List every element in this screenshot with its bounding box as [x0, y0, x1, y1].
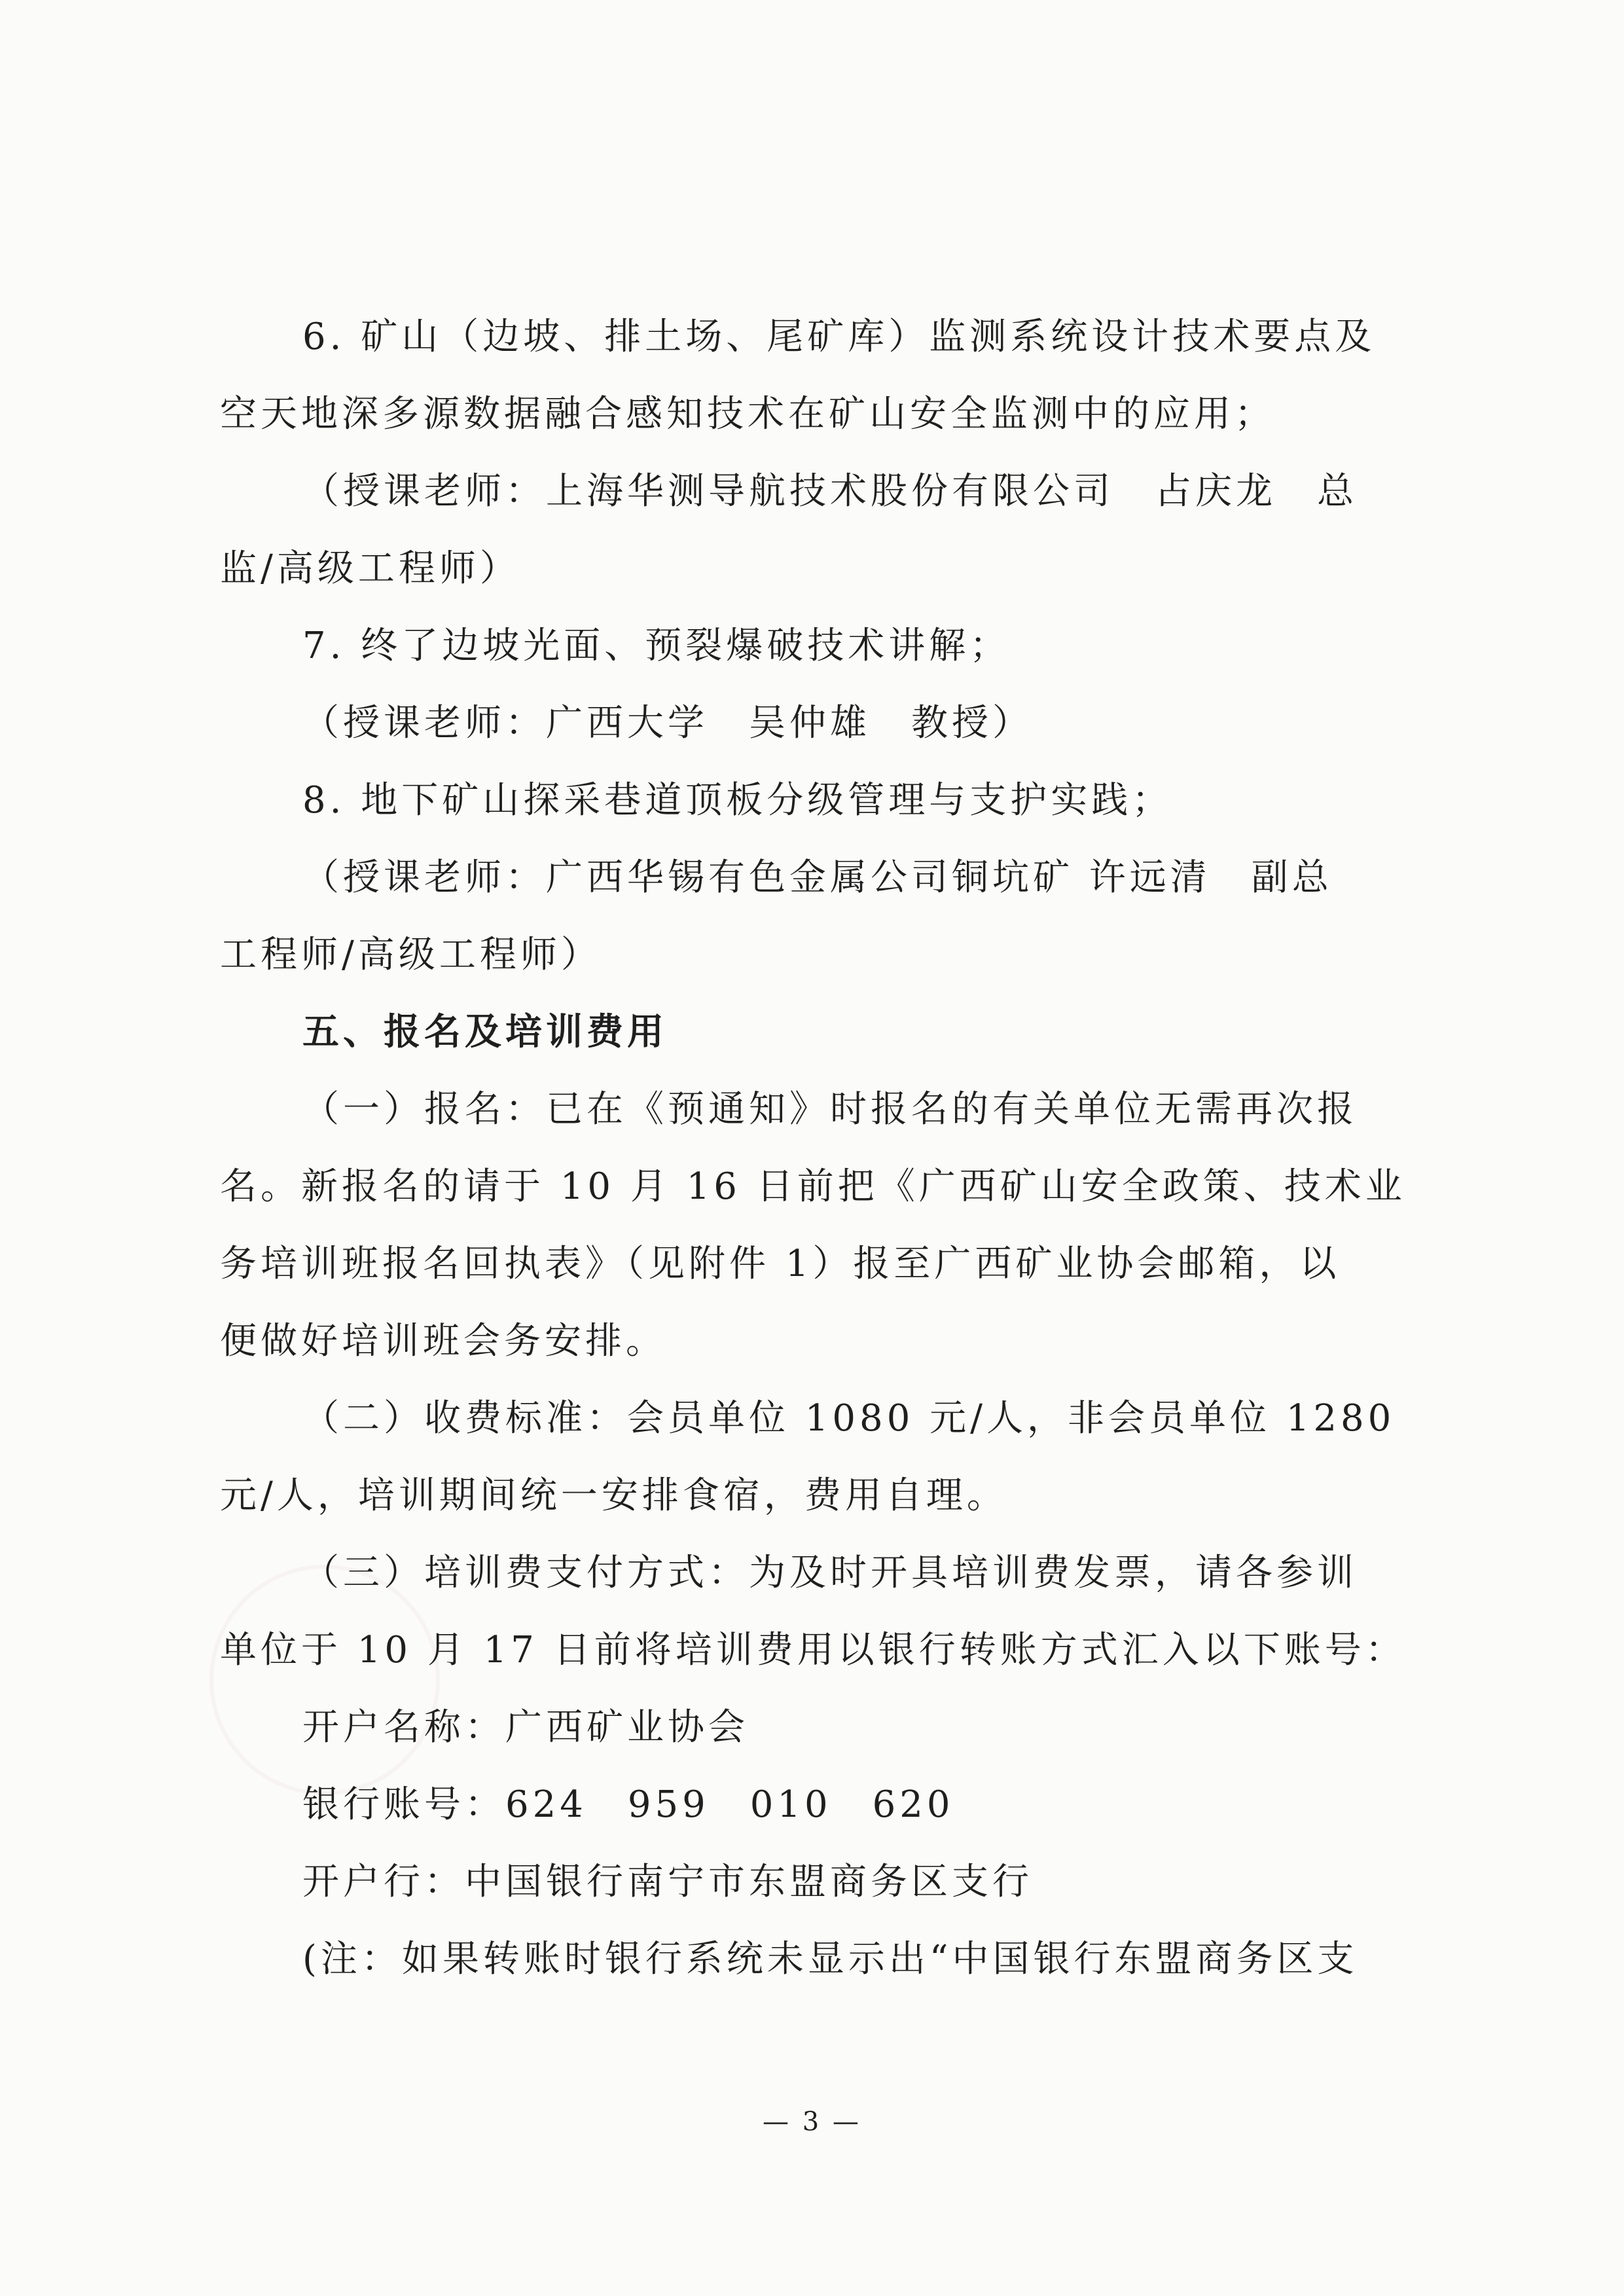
registration-line2: 名。新报名的请于 10 月 16 日前把《广西矿山安全政策、技术业 — [220, 1165, 1406, 1208]
item8-teacher-line2: 工程师/高级工程师） — [220, 934, 602, 976]
bank-branch: 开户行：中国银行南宁市东盟商务区支行 — [302, 1861, 1033, 1903]
item7-line1: 7. 终了边坡光面、预裂爆破技术讲解； — [302, 625, 1011, 667]
fee-line1: （二）收费标准：会员单位 1080 元/人，非会员单位 1280 — [302, 1397, 1396, 1440]
registration-line3: 务培训班报名回执表》（见附件 1）报至广西矿业协会邮箱，以 — [220, 1243, 1341, 1285]
registration-line4: 便做好培训班会务安排。 — [220, 1320, 666, 1362]
item7-teacher-line1: （授课老师：广西大学 吴仲雄 教授） — [302, 702, 1033, 744]
item6-teacher-line1: （授课老师：上海华测导航技术股份有限公司 占庆龙 总 — [302, 470, 1358, 513]
payment-line2: 单位于 10 月 17 日前将培训费用以银行转账方式汇入以下账号： — [220, 1629, 1406, 1671]
page-number: — 3 — — [763, 2107, 861, 2137]
fee-line2: 元/人，培训期间统一安排食宿，费用自理。 — [220, 1474, 1007, 1517]
item8-teacher-line1: （授课老师：广西华锡有色金属公司铜坑矿 许远清 副总 — [302, 856, 1333, 899]
registration-line1: （一）报名：已在《预通知》时报名的有关单位无需再次报 — [302, 1088, 1358, 1131]
item8-line1: 8. 地下矿山探采巷道顶板分级管理与支护实践； — [302, 779, 1173, 822]
item6-teacher-line2: 监/高级工程师） — [220, 547, 520, 590]
item6-line1: 6. 矿山（边坡、排土场、尾矿库）监测系统设计技术要点及 — [302, 316, 1376, 358]
transfer-note: (注：如果转账时银行系统未显示出“中国银行东盟商务区支 — [302, 1938, 1358, 1980]
faded-stamp — [209, 1565, 440, 1795]
section-heading: 五、报名及培训费用 — [302, 1011, 668, 1053]
account-number: 银行账号：624 959 010 620 — [302, 1783, 954, 1826]
account-name: 开户名称：广西矿业协会 — [302, 1706, 749, 1749]
payment-line1: （三）培训费支付方式：为及时开具培训费发票，请各参训 — [302, 1552, 1358, 1594]
item6-line2: 空天地深多源数据融合感知技术在矿山安全监测中的应用； — [220, 393, 1275, 435]
